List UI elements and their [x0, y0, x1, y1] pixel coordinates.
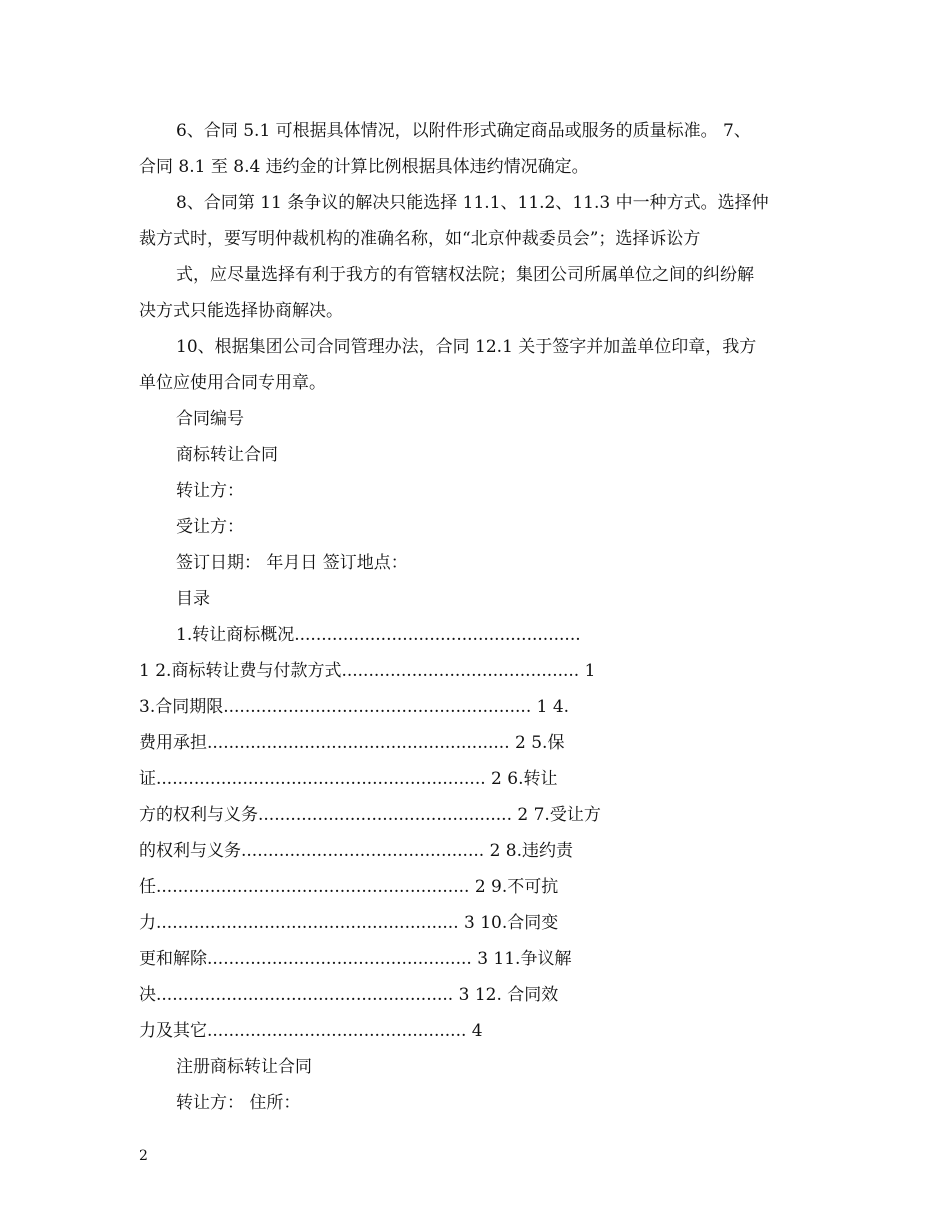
paragraph-line: 裁方式时，要写明仲裁机构的准确名称，如“北京仲裁委员会”；选择诉讼方 [139, 229, 701, 249]
contract-title: 商标转让合同 [176, 445, 278, 465]
transferor-address-label: 转让方： 住所： [176, 1093, 301, 1113]
toc-line: 力........................................................ 3 10.合同变 [139, 913, 559, 933]
toc-line: 方的权利与义务............................................... 2 7.受让方 [139, 805, 601, 825]
transferee-label: 受让方： [176, 517, 244, 537]
toc-line: 3.合同期限......................................................... 1 4. [139, 697, 570, 717]
paragraph-line: 决方式只能选择协商解决。 [139, 301, 343, 321]
paragraph-line: 6、合同 5.1 可根据具体情况，以附件形式确定商品或服务的质量标准。 7、 [176, 121, 751, 141]
toc-line: 1 2.商标转让费与付款方式............................................ 1 [139, 661, 596, 681]
table-of-contents-title: 目录 [176, 589, 210, 609]
toc-line: 1.转让商标概况..................................................... [176, 625, 581, 645]
signing-info: 签订日期： 年月日 签订地点： [176, 553, 408, 573]
toc-line: 更和解除................................................. 3 11.争议解 [139, 949, 572, 969]
toc-line: 决....................................................... 3 12. 合同效 [139, 985, 559, 1005]
paragraph-line: 单位应使用合同专用章。 [139, 373, 326, 393]
paragraph-line: 10、根据集团公司合同管理办法，合同 12.1 关于签字并加盖单位印章，我方 [176, 337, 757, 357]
transferor-label: 转让方： [176, 481, 244, 501]
paragraph-line: 合同 8.1 至 8.4 违约金的计算比例根据具体违约情况确定。 [139, 157, 589, 177]
toc-line: 任.......................................................... 2 9.不可抗 [139, 877, 559, 897]
toc-line: 的权利与义务............................................. 2 8.违约责 [139, 841, 574, 861]
contract-number-label: 合同编号 [176, 409, 244, 429]
toc-line: 证............................................................. 2 6.转让 [139, 769, 558, 789]
section-title: 注册商标转让合同 [176, 1057, 312, 1077]
toc-line: 费用承担........................................................ 2 5.保 [139, 733, 565, 753]
page-number: 2 [139, 1148, 148, 1164]
paragraph-line: 式，应尽量选择有利于我方的有管辖权法院；集团公司所属单位之间的纠纷解 [176, 265, 754, 285]
paragraph-line: 8、合同第 11 条争议的解决只能选择 11.1、11.2、11.3 中一种方式。选择仲 [176, 193, 769, 213]
toc-line: 力及其它................................................ 4 [139, 1021, 483, 1041]
